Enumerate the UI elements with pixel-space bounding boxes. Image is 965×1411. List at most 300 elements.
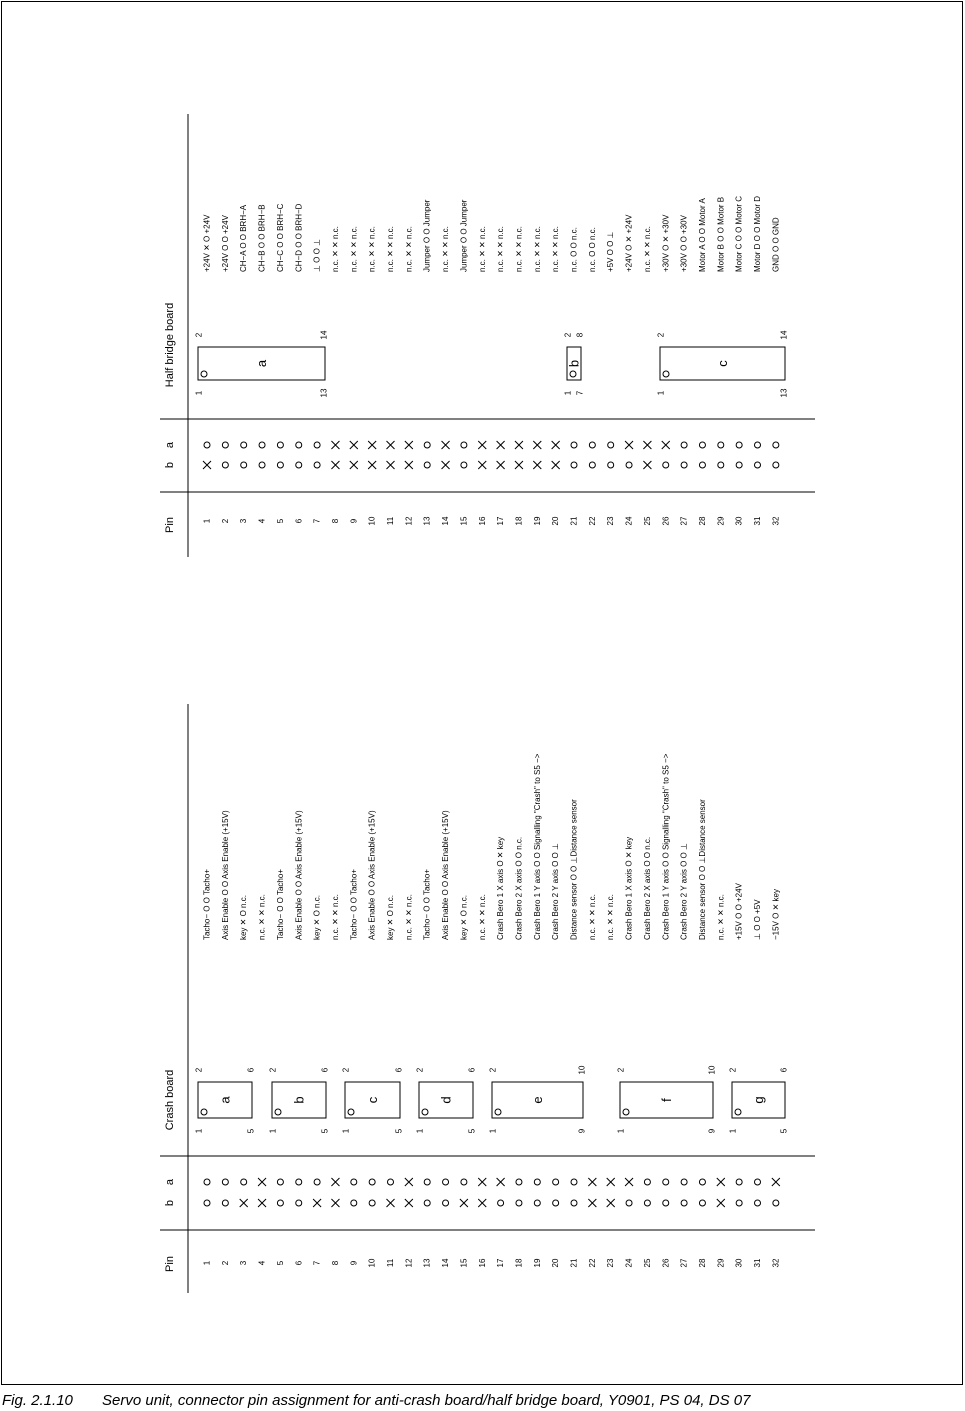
crash-pin-25-a-circle — [644, 1179, 650, 1185]
half-bridge-pin-17-b-cross — [497, 461, 505, 469]
half-bridge-pin-30-a-circle — [736, 442, 742, 448]
half-bridge-pin-number-29: 29 — [716, 516, 726, 526]
crash-pin-1-b-circle — [204, 1200, 210, 1206]
half-bridge-pin-7-a-circle — [314, 442, 320, 448]
crash-connector-f-pin-tl: 1 — [616, 1128, 626, 1134]
half-bridge-pin-8-a-cross — [331, 441, 339, 449]
crash-connector-e-pin-tr: 2 — [488, 1067, 498, 1073]
half-bridge-pin-number-6: 6 — [294, 518, 304, 524]
half-bridge-pin-19-a-cross — [533, 441, 541, 449]
crash-board-section — [160, 704, 815, 1293]
crash-pin-number-14: 14 — [441, 1258, 451, 1268]
crash-pin-18-a-circle — [516, 1179, 522, 1185]
half-bridge-pin-number-2: 2 — [220, 518, 230, 524]
crash-connector-g-pin-tl: 1 — [728, 1128, 738, 1134]
crash-pin-32-a-cross — [772, 1178, 780, 1186]
crash-pin-17-a-cross — [497, 1178, 505, 1186]
half-bridge-pin-label-28: Motor A O O Motor A — [697, 198, 707, 272]
crash-pin-2-a-circle — [222, 1179, 228, 1185]
crash-pin-31-b-circle — [755, 1200, 761, 1206]
crash-pin-19-a-circle — [534, 1179, 540, 1185]
half-bridge-pin-2-b-circle — [222, 462, 228, 468]
crash-connector-e-pin-br: 10 — [577, 1065, 587, 1075]
crash-pin-29-b-cross — [717, 1199, 725, 1207]
half-bridge-connector-a-key-circle — [201, 371, 207, 377]
crash-connector-g-pin-br: 6 — [779, 1067, 789, 1073]
crash-connector-c-pin-tl: 1 — [341, 1128, 351, 1134]
half-bridge-connector-c-pin-bl: 13 — [779, 388, 789, 398]
crash-pin-12-b-cross — [405, 1199, 413, 1207]
crash-pin-label-7: key ✕ O n.c. — [312, 895, 322, 940]
half-bridge-pin-22-b-circle — [589, 462, 595, 468]
half-bridge-connector-c — [657, 330, 789, 397]
half-bridge-pin-label-30: Motor C O O Motor C — [734, 195, 744, 272]
crash-connector-g-pin-bl: 5 — [779, 1128, 789, 1134]
half-bridge-pin-18-a-cross — [515, 441, 523, 449]
half-bridge-pin-label-6: CH−D O O BRH−D — [294, 203, 304, 272]
crash-pin-28-a-circle — [699, 1179, 705, 1185]
crash-pin-28-b-circle — [699, 1200, 705, 1206]
half-bridge-pin-number-16: 16 — [477, 516, 487, 526]
crash-pin-label-25: Crash Bero 2 X axis O O n.c. — [642, 836, 652, 940]
crash-pin-number-6: 6 — [294, 1260, 304, 1266]
crash-pin-number-19: 19 — [532, 1258, 542, 1268]
half-bridge-pin-2-a-circle — [222, 442, 228, 448]
crash-pin-7-b-cross — [313, 1199, 321, 1207]
half-bridge-pin-24-b-circle — [626, 462, 632, 468]
half-bridge-pin-number-32: 32 — [771, 516, 781, 526]
half-bridge-pin-label-20: n.c. ✕ ✕ n.c. — [551, 226, 561, 272]
crash-pin-2-b-circle — [222, 1200, 228, 1206]
crash-connector-b-pin-bl: 5 — [320, 1128, 330, 1134]
half-bridge-pin-number-1: 1 — [202, 518, 212, 524]
half-bridge-connector-b-pin-br: 8 — [575, 332, 585, 338]
half-bridge-pin-number-9: 9 — [349, 518, 359, 524]
half-bridge-pin-29-a-circle — [718, 442, 724, 448]
crash-pin-label-1: Tacho− O O Tacho+ — [202, 868, 212, 940]
half-bridge-pin-label-8: n.c. ✕ ✕ n.c. — [330, 226, 340, 272]
half-bridge-pin-label-13: Jumper O O Jumper — [422, 199, 432, 272]
crash-pin-15-b-cross — [460, 1199, 468, 1207]
figure-caption-text: Servo unit, connector pin assignment for anti-crash board/half bridge board, Y0901, PS 04, DS 07 — [102, 1392, 751, 1409]
half-bridge-pin-number-12: 12 — [404, 516, 414, 526]
half-bridge-connector-a-pin-bl: 13 — [319, 388, 329, 398]
half-bridge-pin-24-a-cross — [625, 441, 633, 449]
crash-pin-label-16: n.c. ✕ ✕ n.c. — [477, 894, 487, 940]
crash-pin-label-20: Crash Bero 2 Y axis O O ⊥ — [551, 843, 561, 940]
crash-pin-10-b-circle — [369, 1200, 375, 1206]
half-bridge-connector-a — [195, 330, 329, 397]
half-bridge-pin-label-15: Jumper O O Jumper — [459, 199, 469, 272]
crash-pin-16-a-cross — [478, 1178, 486, 1186]
crash-pin-label-29: n.c. ✕ ✕ n.c. — [716, 894, 726, 940]
crash-pin-label-27: Crash Bero 2 Y axis O O ⊥ — [679, 843, 689, 940]
half-bridge-pin-31-b-circle — [755, 462, 761, 468]
crash-pin-16-b-cross — [478, 1199, 486, 1207]
half-bridge-pin-label-17: n.c. ✕ ✕ n.c. — [496, 226, 506, 272]
crash-pin-label-19: Crash Bero 1 Y axis O O Signalling "Crash" to S5 −> — [532, 753, 542, 940]
crash-pin-23-a-cross — [607, 1178, 615, 1186]
crash-connector-d-pin-tl: 1 — [415, 1128, 425, 1134]
crash-pin-number-2: 2 — [220, 1260, 230, 1266]
half-bridge-pin-label-11: n.c. ✕ ✕ n.c. — [386, 226, 395, 272]
crash-connector-d-key-circle — [422, 1109, 428, 1115]
half-bridge-pin-12-a-cross — [405, 441, 413, 449]
crash-pin-number-5: 5 — [275, 1260, 285, 1266]
crash-connector-c-pin-bl: 5 — [394, 1128, 404, 1134]
crash-connector-a-letter: a — [217, 1096, 233, 1104]
half-bridge-pin-number-10: 10 — [367, 516, 377, 526]
half-bridge-pin-29-b-circle — [718, 462, 724, 468]
half-bridge-pin-label-32: GND O O GND — [771, 217, 781, 272]
crash-pin-4-b-cross — [258, 1199, 266, 1207]
half-bridge-pin-label-26: +30V O ✕ +30V — [661, 214, 671, 272]
half-bridge-pin-3-b-circle — [241, 462, 247, 468]
crash-pin-19-b-circle — [534, 1200, 540, 1206]
half-bridge-connector-b-key-circle — [570, 371, 576, 377]
crash-pin-label-22: n.c. ✕ ✕ n.c. — [587, 894, 597, 940]
half-bridge-pin-number-26: 26 — [661, 516, 671, 526]
half-bridge-pin-4-b-circle — [259, 462, 265, 468]
crash-pin-label-28: Distance sensor O O ⊥Distance sensor — [697, 799, 707, 940]
half-bridge-pin-label-4: CH−B O O BRH−B — [257, 204, 267, 272]
crash-connector-a-pin-bl: 5 — [246, 1128, 256, 1134]
crash-pin-label-31: ⊥ O O +5V — [753, 899, 762, 940]
crash-pin-number-27: 27 — [679, 1258, 689, 1268]
crash-pin-number-24: 24 — [624, 1258, 634, 1268]
half-bridge-pin-6-b-circle — [296, 462, 302, 468]
crash-connector-b-letter: b — [291, 1096, 307, 1104]
half-bridge-connector-c-pin-tr: 2 — [656, 332, 666, 338]
figure-caption — [2, 1392, 962, 1410]
crash-pin-number-21: 21 — [569, 1258, 579, 1268]
crash-pin-1-a-circle — [204, 1179, 210, 1185]
crash-connector-d-pin-br: 6 — [467, 1067, 477, 1073]
half-bridge-pin-18-b-cross — [515, 461, 523, 469]
half-bridge-pin-13-a-circle — [424, 442, 430, 448]
half-bridge-pin-label-7: ⊥ O O ⊥ — [312, 238, 322, 272]
half-bridge-pin-10-b-cross — [368, 461, 376, 469]
half-bridge-connector-a-pin-tr: 2 — [194, 332, 204, 338]
crash-pin-21-a-circle — [571, 1179, 577, 1185]
half-bridge-pin-27-a-circle — [681, 442, 687, 448]
crash-pin-13-b-circle — [424, 1200, 430, 1206]
half-bridge-pin-number-19: 19 — [532, 516, 542, 526]
crash-pin-label-30: +15V O O +24V — [734, 883, 744, 940]
half-bridge-pin-23-b-circle — [608, 462, 614, 468]
crash-pin-label-17: Crash Bero 1 X axis O ✕ key — [496, 836, 506, 940]
crash-pin-label-12: n.c. ✕ ✕ n.c. — [404, 894, 414, 940]
crash-pin-8-a-cross — [331, 1178, 339, 1186]
crash-pin-24-b-circle — [626, 1200, 632, 1206]
half-bridge-pin-label-2: +24V O O +24V — [220, 215, 230, 272]
half-bridge-connector-b-letter: b — [566, 359, 582, 368]
crash-pin-label-11: key ✕ O n.c. — [386, 895, 395, 940]
crash-connector-g-pin-tr: 2 — [728, 1067, 738, 1073]
half-bridge-pin-14-b-cross — [442, 461, 450, 469]
half-bridge-pin-number-22: 22 — [587, 516, 597, 526]
half-bridge-pin-label-19: n.c. ✕ ✕ n.c. — [532, 226, 542, 272]
crash-connector-e-pin-tl: 1 — [488, 1128, 498, 1134]
half-bridge-pin-number-17: 17 — [496, 516, 506, 526]
crash-pin-column-header: Pin — [164, 1256, 176, 1272]
crash-connector-e-letter: e — [530, 1096, 545, 1104]
half-bridge-pin-10-a-cross — [368, 441, 376, 449]
crash-pin-11-b-cross — [387, 1199, 395, 1207]
half-bridge-pin-label-16: n.c. ✕ ✕ n.c. — [477, 226, 487, 272]
half-bridge-pin-label-23: +5V O O ⊥ — [606, 231, 616, 272]
half-bridge-connector-c-pin-tl: 1 — [656, 390, 666, 396]
half-bridge-connector-b-pin-bl: 7 — [575, 390, 585, 396]
crash-pin-7-a-circle — [314, 1179, 320, 1185]
half-bridge-pin-26-b-circle — [663, 462, 669, 468]
crash-connector-a-pin-tl: 1 — [194, 1128, 204, 1134]
crash-connector-g — [729, 1067, 789, 1133]
half-bridge-pin-1-a-circle — [204, 442, 210, 448]
half-bridge-pin-5-a-circle — [277, 442, 283, 448]
crash-pin-5-a-circle — [277, 1179, 283, 1185]
half-bridge-connector-c-letter: c — [715, 360, 730, 367]
crash-pin-20-b-circle — [553, 1200, 559, 1206]
crash-pin-8-b-cross — [331, 1199, 339, 1207]
crash-pin-24-a-cross — [625, 1178, 633, 1186]
half-bridge-pin-number-7: 7 — [312, 518, 322, 524]
crash-pin-number-26: 26 — [661, 1258, 671, 1268]
crash-pin-label-4: n.c. ✕ ✕ n.c. — [257, 894, 267, 940]
half-bridge-pin-6-a-circle — [296, 442, 302, 448]
half-bridge-pin-20-a-cross — [552, 441, 560, 449]
half-bridge-pin-number-25: 25 — [642, 516, 652, 526]
crash-pin-31-a-circle — [755, 1179, 761, 1185]
crash-pin-10-a-circle — [369, 1179, 375, 1185]
crash-pin-label-23: n.c. ✕ ✕ n.c. — [606, 894, 616, 940]
crash-pin-14-b-circle — [443, 1200, 449, 1206]
half-bridge-pin-label-3: CH−A O O BRH−A — [239, 204, 249, 272]
crash-pin-number-13: 13 — [422, 1258, 432, 1268]
crash-pin-label-13: Tacho− O O Tacho+ — [422, 868, 432, 940]
crash-pin-30-a-circle — [736, 1179, 742, 1185]
half-bridge-connector-c-pin-br: 14 — [779, 330, 789, 340]
crash-connector-c-key-circle — [348, 1109, 354, 1115]
crash-pin-number-15: 15 — [459, 1258, 469, 1268]
crash-pin-label-18: Crash Bero 2 X axis O O n.c. — [514, 836, 524, 940]
half-bridge-pin-32-a-circle — [773, 442, 779, 448]
half-bridge-pin-number-23: 23 — [606, 516, 616, 526]
crash-pin-number-31: 31 — [753, 1258, 762, 1268]
crash-pin-22-b-cross — [588, 1199, 596, 1207]
crash-connector-f — [617, 1065, 717, 1133]
half-bridge-pin-4-a-circle — [259, 442, 265, 448]
crash-pin-number-29: 29 — [716, 1258, 726, 1268]
crash-pin-number-23: 23 — [606, 1258, 616, 1268]
half-bridge-pin-label-12: n.c. ✕ ✕ n.c. — [404, 226, 414, 272]
crash-pin-9-b-circle — [351, 1200, 357, 1206]
half-bridge-pin-27-b-circle — [681, 462, 687, 468]
crash-pin-18-b-circle — [516, 1200, 522, 1206]
crash-connector-f-pin-bl: 9 — [707, 1128, 717, 1134]
half-bridge-pin-15-a-circle — [461, 442, 467, 448]
crash-pin-21-b-circle — [571, 1200, 577, 1206]
half-bridge-connector-a-letter: a — [254, 359, 269, 368]
crash-pin-29-a-cross — [717, 1178, 725, 1186]
half-bridge-pin-20-b-cross — [552, 461, 560, 469]
crash-pin-17-b-circle — [498, 1200, 504, 1206]
crash-connector-f-pin-br: 10 — [707, 1065, 717, 1075]
crash-pin-27-a-circle — [681, 1179, 687, 1185]
half-bridge-pin-label-25: n.c. ✕ ✕ n.c. — [642, 226, 652, 272]
half-bridge-pin-label-18: n.c. ✕ ✕ n.c. — [514, 226, 524, 272]
crash-connector-b-pin-br: 6 — [320, 1067, 330, 1073]
half-bridge-pin-label-14: n.c. ✕ ✕ n.c. — [441, 226, 451, 272]
crash-connector-b-pin-tr: 2 — [268, 1067, 278, 1073]
crash-pin-number-17: 17 — [496, 1258, 506, 1268]
crash-connector-b-pin-tl: 1 — [268, 1128, 278, 1134]
crash-pin-label-6: Axis Enable O O Axis Enable (+15V) — [294, 810, 304, 940]
half-bridge-pin-number-13: 13 — [422, 516, 432, 526]
half-bridge-connector-b-pin-tl: 1 — [563, 390, 573, 396]
half-bridge-pin-17-a-cross — [497, 441, 505, 449]
crash-pin-number-7: 7 — [312, 1260, 322, 1266]
half-bridge-pin-label-9: n.c. ✕ ✕ n.c. — [349, 226, 359, 272]
half-bridge-pin-number-14: 14 — [441, 516, 451, 526]
crash-pin-15-a-circle — [461, 1179, 467, 1185]
crash-pin-11-a-circle — [388, 1179, 394, 1185]
half-bridge-connector-b — [564, 332, 585, 395]
half-bridge-pin-5-b-circle — [277, 462, 283, 468]
crash-pin-number-1: 1 — [202, 1260, 212, 1266]
crash-connector-c-pin-tr: 2 — [341, 1067, 351, 1073]
crash-pin-25-b-circle — [644, 1200, 650, 1206]
half-bridge-pin-number-5: 5 — [275, 518, 285, 524]
crash-pin-9-a-circle — [351, 1179, 357, 1185]
half-bridge-pin-number-3: 3 — [239, 518, 249, 524]
crash-pin-26-a-circle — [663, 1179, 669, 1185]
crash-pin-13-a-circle — [424, 1179, 430, 1185]
half-bridge-section — [160, 114, 815, 557]
half-bridge-pin-number-20: 20 — [551, 516, 561, 526]
crash-pin-number-18: 18 — [514, 1258, 524, 1268]
half-bridge-pin-16-b-cross — [478, 461, 486, 469]
half-bridge-pin-25-a-cross — [643, 441, 651, 449]
crash-pin-5-b-circle — [277, 1200, 283, 1206]
half-bridge-pin-32-b-circle — [773, 462, 779, 468]
half-bridge-pin-11-b-cross — [387, 461, 395, 469]
crash-pin-label-14: Axis Enable O O Axis Enable (+15V) — [441, 810, 451, 940]
half-bridge-pin-21-b-circle — [571, 462, 577, 468]
half-bridge-pin-12-b-cross — [405, 461, 413, 469]
crash-connector-e — [489, 1065, 587, 1133]
crash-pin-27-b-circle — [681, 1200, 687, 1206]
crash-pin-number-25: 25 — [642, 1258, 652, 1268]
figure-number: Fig. 2.1.10 — [2, 1392, 73, 1409]
crash-pin-label-32: −15V O ✕ key — [771, 889, 781, 940]
crash-connector-g-key-circle — [735, 1109, 741, 1115]
crash-connector-b — [269, 1067, 330, 1133]
half-bridge-pin-8-b-cross — [331, 461, 339, 469]
half-bridge-pin-number-15: 15 — [459, 516, 469, 526]
half-bridge-pin-label-22: n.c. O O n.c. — [587, 227, 597, 272]
half-bridge-connector-a-pin-br: 14 — [319, 330, 329, 340]
half-bridge-pin-label-29: Motor B O O Motor B — [716, 196, 726, 272]
crash-pin-label-8: n.c. ✕ ✕ n.c. — [330, 894, 340, 940]
crash-pin-3-a-circle — [241, 1179, 247, 1185]
half-bridge-pin-number-8: 8 — [330, 518, 340, 524]
crash-pin-6-a-circle — [296, 1179, 302, 1185]
crash-connector-f-key-circle — [623, 1109, 629, 1115]
crash-connector-e-key-circle — [495, 1109, 501, 1115]
half-bridge-pin-number-4: 4 — [257, 518, 267, 524]
half-bridge-a-column-header: a — [164, 441, 176, 449]
half-bridge-pin-26-a-cross — [662, 441, 670, 449]
crash-pin-label-3: key ✕ O n.c. — [239, 895, 249, 940]
half-bridge-pin-25-b-cross — [643, 461, 651, 469]
crash-pin-label-10: Axis Enable O O Axis Enable (+15V) — [367, 810, 377, 940]
half-bridge-pin-14-a-cross — [442, 441, 450, 449]
crash-pin-12-a-cross — [405, 1178, 413, 1186]
half-bridge-pin-31-a-circle — [755, 442, 761, 448]
half-bridge-pin-19-b-cross — [533, 461, 541, 469]
crash-connector-a-key-circle — [201, 1109, 207, 1115]
half-bridge-pin-label-1: +24V ✕ O +24V — [202, 214, 212, 272]
half-bridge-board-title: Half bridge board — [164, 302, 176, 388]
half-bridge-pin-label-27: +30V O O +30V — [679, 215, 689, 272]
half-bridge-pin-16-a-cross — [478, 441, 486, 449]
crash-pin-label-5: Tacho− O O Tacho+ — [275, 868, 285, 940]
crash-pin-3-b-cross — [240, 1199, 248, 1207]
crash-connector-d — [416, 1067, 477, 1133]
half-bridge-pin-22-a-circle — [589, 442, 595, 448]
half-bridge-pin-number-27: 27 — [679, 516, 689, 526]
half-bridge-pin-number-28: 28 — [697, 516, 707, 526]
half-bridge-pin-13-b-circle — [424, 462, 430, 468]
crash-pin-label-9: Tacho− O O Tacho+ — [349, 868, 359, 940]
half-bridge-pin-15-b-circle — [461, 462, 467, 468]
crash-pin-number-10: 10 — [367, 1258, 377, 1268]
crash-connector-c-pin-br: 6 — [394, 1067, 404, 1073]
crash-pin-32-b-circle — [773, 1200, 779, 1206]
crash-connector-a — [195, 1067, 256, 1133]
crash-connector-f-pin-tr: 2 — [616, 1067, 626, 1073]
crash-pin-number-28: 28 — [697, 1258, 707, 1268]
crash-pin-number-20: 20 — [551, 1258, 561, 1268]
half-bridge-connector-c-key-circle — [663, 371, 669, 377]
half-bridge-connector-a-pin-tl: 1 — [194, 390, 204, 396]
crash-connector-g-letter: g — [751, 1096, 766, 1104]
crash-pin-number-9: 9 — [349, 1260, 359, 1266]
half-bridge-connector-b-pin-tr: 2 — [563, 332, 573, 338]
half-bridge-pin-column-header: Pin — [164, 517, 176, 533]
crash-pin-label-24: Crash Bero 1 X axis O ✕ key — [624, 836, 634, 940]
half-bridge-pin-9-b-cross — [350, 461, 358, 469]
half-bridge-pin-label-31: Motor D O O Motor D — [753, 195, 762, 272]
crash-pin-number-8: 8 — [330, 1260, 340, 1266]
crash-pin-number-12: 12 — [404, 1258, 414, 1268]
half-bridge-pin-number-31: 31 — [753, 516, 762, 526]
half-bridge-pin-21-a-circle — [571, 442, 577, 448]
half-bridge-pin-number-18: 18 — [514, 516, 524, 526]
half-bridge-pin-label-10: n.c. ✕ ✕ n.c. — [367, 226, 377, 272]
crash-pin-22-a-cross — [588, 1178, 596, 1186]
crash-connector-a-pin-br: 6 — [246, 1067, 256, 1073]
crash-pin-label-15: key ✕ O n.c. — [459, 895, 469, 940]
crash-pin-label-26: Crash Bero 1 Y axis O O Signalling "Crash" to S5 −> — [661, 753, 671, 940]
half-bridge-pin-30-b-circle — [736, 462, 742, 468]
crash-pin-26-b-circle — [663, 1200, 669, 1206]
crash-connector-d-pin-tr: 2 — [415, 1067, 425, 1073]
crash-connector-f-letter: f — [659, 1098, 674, 1102]
half-bridge-pin-number-24: 24 — [624, 516, 634, 526]
half-bridge-pin-28-b-circle — [699, 462, 705, 468]
